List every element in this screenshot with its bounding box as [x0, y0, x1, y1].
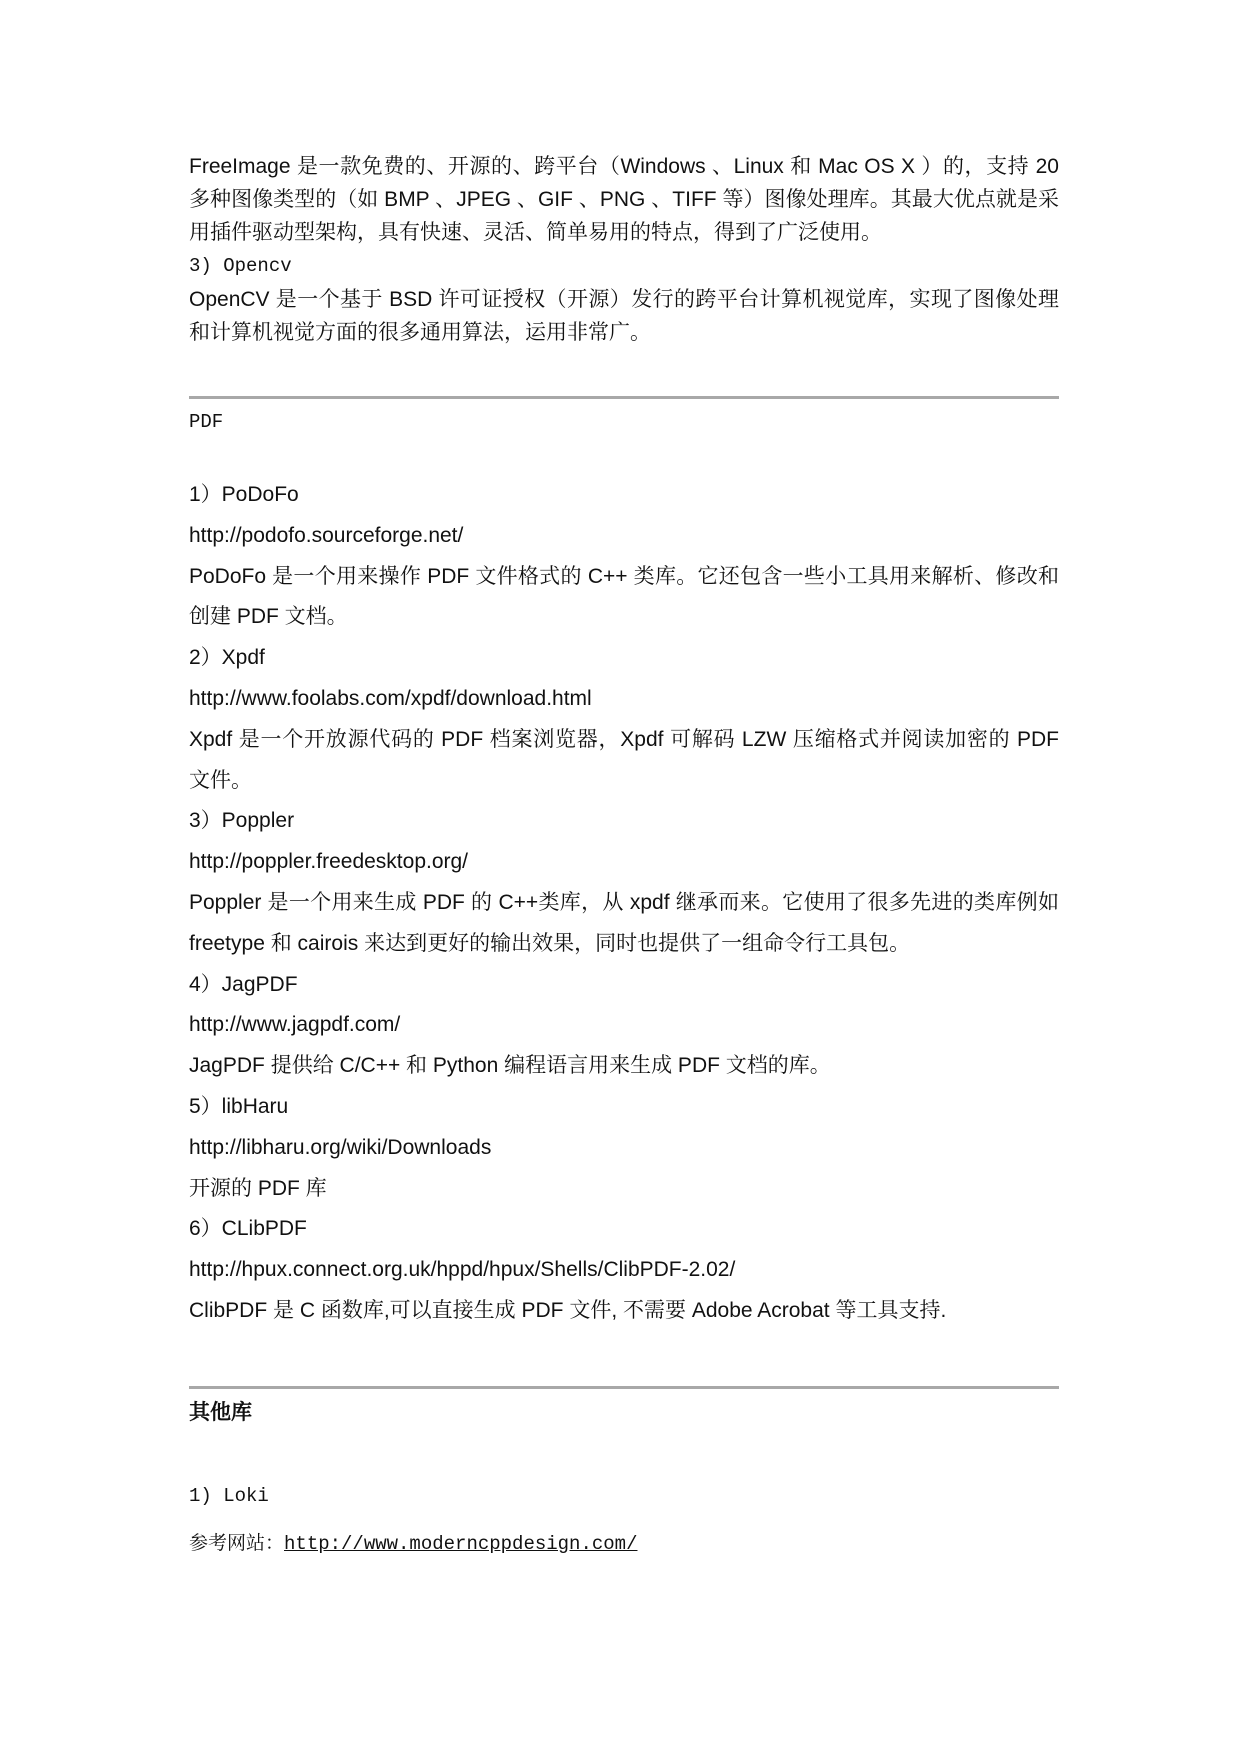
opencv-description: OpenCV 是一个基于 BSD 许可证授权（开源）发行的跨平台计算机视觉库，实现了图像处理和计算机视觉方面的很多通用算法，运用非常广。 — [189, 288, 1059, 344]
library-url[interactable]: http://poppler.freedesktop.org/ — [189, 850, 469, 874]
library-heading: 2）Xpdf — [189, 646, 265, 670]
pdf-library-item — [189, 801, 1059, 964]
library-description: JagPDF 提供给 C/C++ 和 Python 编程语言用来生成 PDF 文档的库。 — [189, 1054, 831, 1078]
pdf-library-item — [189, 965, 1059, 1087]
library-url[interactable]: http://www.foolabs.com/xpdf/download.html — [189, 686, 592, 710]
library-heading: 3）Poppler — [189, 809, 295, 833]
reference-link[interactable]: http://www.moderncppdesign.com/ — [284, 1532, 638, 1555]
library-description: ClibPDF 是 C 函数库,可以直接生成 PDF 文件, 不需要 Adobe Acrobat 等工具支持. — [189, 1298, 947, 1322]
pdf-library-list — [189, 475, 1059, 1332]
freeimage-description: FreeImage 是一款免费的、开源的、跨平台（Windows 、Linux 和 Mac OS X ）的，支持 20 多种图像类型的（如 BMP 、JPEG 、GIF 、PNG 、TIFF 等）图像处理库。其最大优点就是采用插件驱动型架构，具有快速、灵活、简单易用的特点，得到了广泛使用。 — [189, 155, 1059, 244]
library-heading: 1）PoDoFo — [189, 483, 299, 506]
opencv-heading: 3) Opencv — [189, 255, 292, 277]
reference-label: 参考网站： — [189, 1532, 285, 1555]
pdf-library-item — [189, 1087, 1059, 1209]
library-description: Poppler 是一个用来生成 PDF 的 C++类库，从 xpdf 继承而来。它使用了很多先进的类库例如 freetype 和 cairois 来达到更好的输出效果，同时也提供了一组命令行工具包。 — [189, 890, 1059, 955]
section-divider — [189, 1386, 1059, 1389]
library-url[interactable]: http://podofo.sourceforge.net/ — [189, 523, 464, 547]
pdf-library-item — [189, 475, 1059, 638]
library-description: Xpdf 是一个开放源代码的 PDF 档案浏览器，Xpdf 可解码 LZW 压缩格式并阅读加密的 PDF 文件。 — [189, 727, 1059, 792]
library-url[interactable]: http://hpux.connect.org.uk/hppd/hpux/Shells/ClibPDF-2.02/ — [189, 1258, 736, 1282]
library-heading: 6）CLibPDF — [189, 1217, 307, 1241]
loki-heading: 1) Loki — [189, 1484, 269, 1507]
library-heading: 4）JagPDF — [189, 972, 298, 996]
reference-line — [189, 1529, 1059, 1559]
library-url[interactable]: http://libharu.org/wiki/Downloads — [189, 1135, 492, 1159]
pdf-library-item — [189, 1209, 1059, 1331]
library-heading: 5）libHaru — [189, 1094, 289, 1118]
library-description: 开源的 PDF 库 — [189, 1176, 327, 1200]
section-divider — [189, 396, 1059, 399]
library-description: PoDoFo 是一个用来操作 PDF 文件格式的 C++ 类库。它还包含一些小工具用来解析、修改和创建 PDF 文档。 — [189, 564, 1059, 629]
library-url[interactable]: http://www.jagpdf.com/ — [189, 1013, 401, 1037]
document-page — [189, 150, 1059, 1559]
pdf-library-item — [189, 638, 1059, 801]
pdf-section-title: PDF — [189, 411, 224, 433]
other-section-title: 其他库 — [189, 1400, 252, 1424]
